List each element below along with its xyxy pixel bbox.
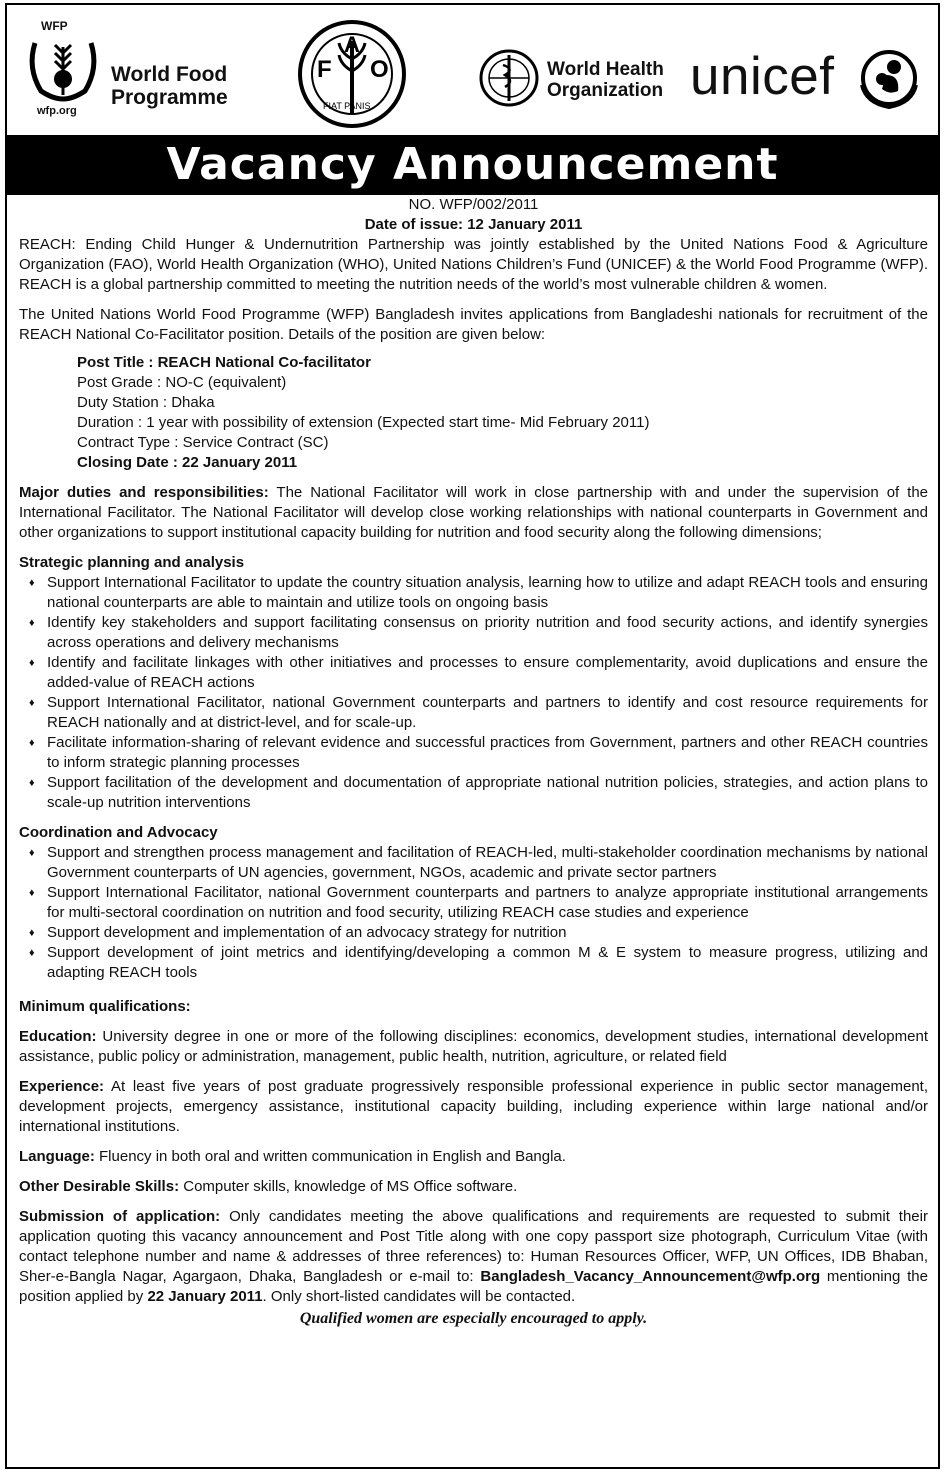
who-name-line1: World Health	[547, 59, 664, 80]
fao-logo	[297, 19, 407, 129]
vacancy-announcement-page	[5, 3, 940, 1469]
contract-type-line: Contract Type : Service Contract (SC)	[77, 434, 329, 451]
who-name	[547, 59, 664, 101]
intro-paragraph-2: The United Nations World Food Programme (WFP) Bangladesh invites applications from Bangladeshi nationals for recruitment of the REACH National Co-Facilitator position. Details of the position are given below:	[19, 306, 928, 343]
list-item: ♦ Support development of joint metrics and identifying/developing a common M & E system to measure progress, utilizing and adapting REACH tools	[19, 943, 928, 983]
education-paragraph	[19, 1027, 928, 1067]
footer-note: Qualified women are especially encouraged to apply.	[299, 1310, 648, 1327]
coordination-list	[19, 843, 928, 983]
list-item: ♦ Identify key stakeholders and support facilitating consensus on priority nutrition and food security actions, and identify synergies across operations and delivery mechanisms	[19, 613, 928, 653]
strategic-list	[19, 573, 928, 813]
list-item: ♦ Identify and facilitate linkages with other initiatives and processes to ensure complementarity, avoid duplications and ensure the added-value of REACH actions	[19, 653, 928, 693]
education-text: University degree in one or more of the following disciplines: economics, development studies, international development assistance, public policy or administration, management, public health, nutrition, agriculture, or related field	[19, 1028, 928, 1065]
submission-text-2: mentioning the position applied by	[19, 1268, 928, 1305]
submission-label: Submission of application:	[19, 1208, 221, 1225]
list-item: ♦ Support International Facilitator to update the country situation analysis, learning how to utilize and adapt REACH tools and ensuring national counterparts are able to maintain and utilize tools on ongoing basis	[19, 573, 928, 613]
logo-strip	[7, 5, 938, 135]
wfp-name-line1: World Food	[111, 63, 228, 86]
list-item: ♦ Support facilitation of the development and documentation of appropriate national nutrition policies, strategies, and action plans to scale-up nutrition interventions	[19, 773, 928, 813]
duties-label: Major duties and responsibilities:	[19, 484, 269, 501]
skills-text: Computer skills, knowledge of MS Office software.	[179, 1178, 518, 1195]
submission-paragraph	[19, 1207, 928, 1307]
announcement-body	[7, 195, 938, 1329]
unicef-emblem-icon	[856, 45, 922, 111]
wfp-logo	[19, 19, 259, 135]
submission-text-1: Only candidates meeting the above qualifications and requirements are requested to submit their application quoting this vacancy announcement and Post Title along with one copy passport size photograph, Curriculum Vitae (with contact telephone number and name & addresses of three references) to: Human Resources Officer, WFP, UN Offices, IDB Bhaban, Sher-e-Bangla Nagar, Agargaon, Dhaka, Bangladesh or e-mail to:	[19, 1208, 928, 1285]
language-text: Fluency in both oral and written communication in English and Bangla.	[94, 1148, 566, 1165]
unicef-wordmark: unicef	[690, 47, 835, 106]
announcement-title: Vacancy Announcement	[7, 135, 938, 195]
closing-date-line: Closing Date : 22 January 2011	[77, 454, 298, 471]
list-item: ♦ Support International Facilitator, national Government counterparts and partners to analyze appropriate institutional arrangements for multi-sectoral coordination on nutrition and food security, utilizing REACH case studies and experience	[19, 883, 928, 923]
vacancy-number: NO. WFP/002/2011	[408, 196, 539, 213]
fao-letter-o: O	[370, 56, 389, 83]
post-details	[19, 353, 928, 473]
duty-station-line: Duty Station : Dhaka	[77, 394, 215, 411]
skills-label: Other Desirable Skills:	[19, 1178, 180, 1195]
unicef-logo	[690, 41, 930, 121]
list-item: ♦ Support and strengthen process management and facilitation of REACH-led, multi-stakeholder coordination mechanisms by national Government counterparts of UN agencies, government, NGOs, academic and private sector partners	[19, 843, 928, 883]
experience-paragraph	[19, 1077, 928, 1137]
list-item: ♦ Support development and implementation of an advocacy strategy for nutrition	[19, 923, 928, 943]
wfp-name	[111, 63, 228, 109]
skills-paragraph	[19, 1177, 928, 1197]
qualifications-heading: Minimum qualifications:	[19, 998, 191, 1015]
strategic-heading: Strategic planning and analysis	[19, 554, 245, 571]
experience-text: At least five years of post graduate progressively responsible professional experience in public sector management, development projects, emergency assistance, institutional capacity building, including experience within large national and/or international institutions.	[19, 1078, 928, 1135]
who-name-line2: Organization	[547, 80, 664, 101]
wfp-name-line2: Programme	[111, 86, 228, 109]
wfp-tag: WFP	[41, 19, 68, 33]
post-title-line: Post Title : REACH National Co-facilitator	[77, 354, 371, 371]
duties-text: The National Facilitator will work in close partnership with and under the supervision of the International Facilitator. The National Facilitator will develop close working relationships with national counterparts in Government and other organizations to support institutional capacity building for nutrition and food security along the following dimensions;	[19, 484, 929, 541]
who-logo	[477, 47, 677, 109]
list-item: ♦ Facilitate information-sharing of relevant evidence and successful practices from Government, partners and other REACH countries to inform strategic planning processes	[19, 733, 928, 773]
education-label: Education:	[19, 1028, 97, 1045]
wfp-emblem-icon	[23, 33, 103, 103]
fao-letter-a: A	[344, 32, 360, 57]
who-emblem-icon	[477, 47, 541, 109]
duration-line: Duration : 1 year with possibility of extension (Expected start time- Mid February 2011)	[77, 414, 650, 431]
submission-email: Bangladesh_Vacancy_Announcement@wfp.org	[480, 1268, 821, 1285]
submission-deadline: 22 January 2011	[147, 1288, 263, 1305]
intro-paragraph-1: REACH: Ending Child Hunger & Undernutrition Partnership was jointly established by the United Nations Food & Agriculture Organization (FAO), World Health Organization (WHO), United Nations Children’s Fund (UNICEF) & the World Food Programme (WFP). REACH is a global partnership committed to meeting the nutrition needs of the world’s most vulnerable children & women.	[19, 236, 928, 293]
post-grade-line: Post Grade : NO-C (equivalent)	[77, 374, 287, 391]
duties-paragraph	[19, 483, 928, 543]
language-paragraph	[19, 1147, 928, 1167]
list-item: ♦ Support International Facilitator, national Government counterparts and partners to identify and cost resource requirements for REACH nationally and at district-level, and for scale-up.	[19, 693, 928, 733]
language-label: Language:	[19, 1148, 95, 1165]
coordination-heading: Coordination and Advocacy	[19, 824, 218, 841]
submission-text-3: . Only short-listed candidates will be contacted.	[262, 1288, 576, 1305]
issue-date: Date of issue: 12 January 2011	[364, 216, 583, 233]
fao-motto: FIAT PANIS	[323, 101, 371, 111]
experience-label: Experience:	[19, 1078, 105, 1095]
fao-letter-f: F	[317, 56, 332, 83]
wfp-url: wfp.org	[37, 105, 77, 117]
